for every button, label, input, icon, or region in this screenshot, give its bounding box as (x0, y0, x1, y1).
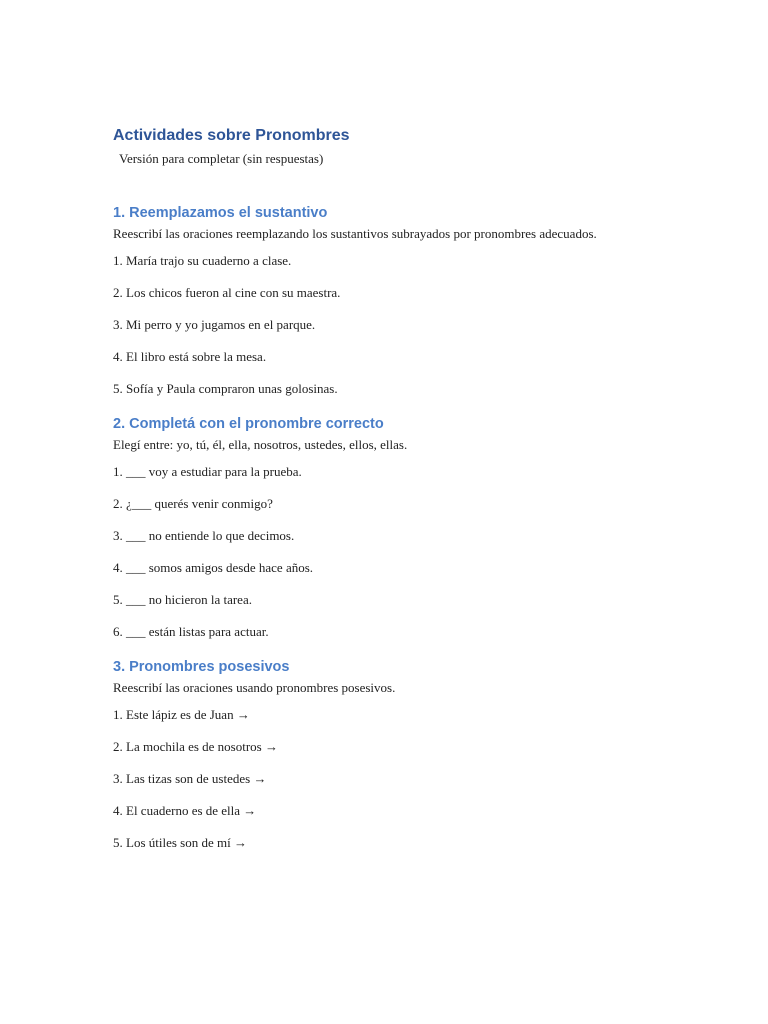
exercise-item: 1. ___ voy a estudiar para la prueba. (113, 464, 302, 479)
section-heading: 2. Completá con el pronombre correcto (113, 416, 384, 432)
exercise-item: 4. El libro está sobre la mesa. (113, 349, 267, 364)
exercise-item: 5. Los útiles son de mí → (113, 835, 247, 850)
exercise-item: 1. María trajo su cuaderno a clase. (113, 253, 292, 268)
exercise-item: 2. La mochila es de nosotros → (113, 739, 278, 754)
exercise-item: 3. Mi perro y yo jugamos en el parque. (113, 317, 316, 332)
exercise-item: 4. El cuaderno es de ella → (113, 803, 257, 818)
exercise-item: 6. ___ están listas para actuar. (113, 624, 269, 639)
section-instructions: Reescribí las oraciones reemplazando los sustantivos subrayados por pronombres adecuados. (113, 226, 597, 241)
exercise-item: 2. ¿___ querés venir conmigo? (113, 496, 273, 511)
exercise-item: 1. Este lápiz es de Juan → (113, 707, 250, 722)
document-title: Actividades sobre Pronombres (113, 127, 350, 144)
exercise-item: 3. Las tizas son de ustedes → (113, 771, 267, 786)
document-page (113, 122, 673, 859)
exercise-list (113, 699, 673, 859)
exercise-item: 5. Sofía y Paula compraron unas golosinas. (113, 381, 338, 396)
section-heading: 1. Reemplazamos el sustantivo (113, 205, 328, 221)
document-subtitle: Versión para completar (sin respuestas) (119, 151, 324, 166)
exercise-item: 5. ___ no hicieron la tarea. (113, 592, 252, 607)
section-completa (113, 413, 673, 648)
exercise-item: 4. ___ somos amigos desde hace años. (113, 560, 314, 575)
section-instructions: Elegí entre: yo, tú, él, ella, nosotros, ustedes, ellos, ellas. (113, 437, 408, 452)
section-heading: 3. Pronombres posesivos (113, 659, 290, 675)
exercise-list (113, 245, 673, 405)
section-reemplazamos (113, 202, 673, 405)
exercise-item: 3. ___ no entiende lo que decimos. (113, 528, 295, 543)
exercise-list (113, 456, 673, 648)
exercise-item: 2. Los chicos fueron al cine con su maestra. (113, 285, 341, 300)
section-instructions: Reescribí las oraciones usando pronombres posesivos. (113, 680, 396, 695)
section-posesivos (113, 656, 673, 859)
